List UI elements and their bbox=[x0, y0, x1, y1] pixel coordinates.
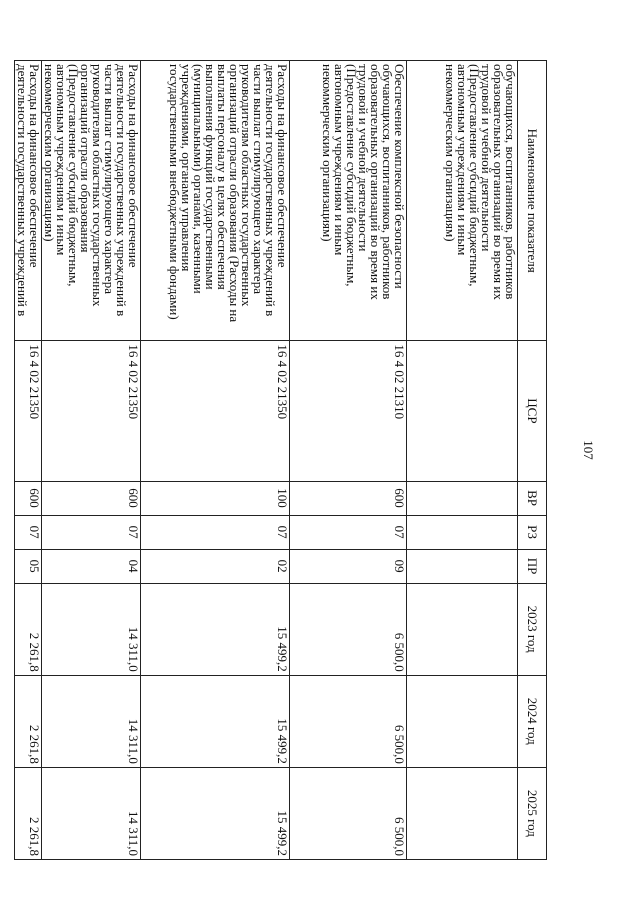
row-name: Обеспечение комплексной безопасности обучающихся, воспитанников, работников образовательных организаций во время их трудовой и учебной деятельности (Предоставление субсидий бюджетным, автономным учреждениям и иным некоммерческим организациям) bbox=[290, 61, 407, 341]
row-2025 bbox=[407, 767, 518, 859]
row-name: Расходы на финансовое обеспечение деятельности государственных учреждений в части выплат стимулирующего характера руководителям областных государственных организаций отрасли образования (Расходы на выплаты персоналу в целях обеспечения выполнения функций государственными (муниципальными) органами, казенными учреждениями, органами управления государственными внебюджетными фондами) bbox=[141, 61, 290, 341]
row-csr: 16 4 02 21350 bbox=[42, 341, 141, 481]
row-2024: 2 261,8 bbox=[15, 675, 42, 767]
table-row bbox=[290, 61, 407, 860]
row-2025: 14 311,0 bbox=[42, 767, 141, 859]
row-rz: 07 bbox=[15, 515, 42, 549]
table-row bbox=[15, 61, 42, 860]
row-csr: 16 4 02 21350 bbox=[141, 341, 290, 481]
row-csr: 16 4 02 21310 bbox=[290, 341, 407, 481]
row-vr: 600 bbox=[15, 481, 42, 515]
row-name: Расходы на финансовое обеспечение деятельности государственных учреждений в части выплат стимулирующего характера руководителям областных государственных организаций отрасли образования (Предоставление субсидий бюджетным, автономным учреждениям и иным некоммерческим организациям) bbox=[42, 61, 141, 341]
table-header-row bbox=[518, 61, 547, 860]
row-rz: 07 bbox=[42, 515, 141, 549]
row-2024 bbox=[407, 675, 518, 767]
row-pr: 04 bbox=[42, 549, 141, 583]
row-rz: 07 bbox=[290, 515, 407, 549]
row-vr: 100 bbox=[141, 481, 290, 515]
row-2024: 6 500,0 bbox=[290, 675, 407, 767]
row-name: Расходы на финансовое обеспечение деятельности государственных учреждений в bbox=[15, 61, 42, 341]
header-csr: ЦСР bbox=[518, 341, 547, 481]
budget-table bbox=[14, 60, 547, 860]
row-pr: 02 bbox=[141, 549, 290, 583]
row-rz: 07 bbox=[141, 515, 290, 549]
table-row bbox=[407, 61, 518, 860]
row-2023: 15 499,2 bbox=[141, 583, 290, 675]
row-pr bbox=[407, 549, 518, 583]
row-pr: 09 bbox=[290, 549, 407, 583]
header-pr: ПР bbox=[518, 549, 547, 583]
row-name: обучающихся, воспитанников, работников образовательных организаций во время их трудовой и учебной деятельности (Предоставление субсидий бюджетным, автономным учреждениям и иным некоммерческим организациям) bbox=[407, 61, 518, 341]
page-number: 107 bbox=[581, 440, 596, 460]
rotated-table-frame bbox=[15, 60, 547, 860]
row-vr: 600 bbox=[42, 481, 141, 515]
row-csr: 16 4 02 21350 bbox=[15, 341, 42, 481]
row-2025: 2 261,8 bbox=[15, 767, 42, 859]
header-name: Наименование показателя bbox=[518, 61, 547, 341]
row-2023: 2 261,8 bbox=[15, 583, 42, 675]
row-2025: 6 500,0 bbox=[290, 767, 407, 859]
row-rz bbox=[407, 515, 518, 549]
row-csr bbox=[407, 341, 518, 481]
row-vr: 600 bbox=[290, 481, 407, 515]
table-row bbox=[42, 61, 141, 860]
row-2023: 6 500,0 bbox=[290, 583, 407, 675]
row-2024: 14 311,0 bbox=[42, 675, 141, 767]
row-pr: 05 bbox=[15, 549, 42, 583]
row-2024: 15 499,2 bbox=[141, 675, 290, 767]
header-2023: 2023 год bbox=[518, 583, 547, 675]
header-vr: ВР bbox=[518, 481, 547, 515]
table-row bbox=[141, 61, 290, 860]
row-2023 bbox=[407, 583, 518, 675]
header-2024: 2024 год bbox=[518, 675, 547, 767]
row-vr bbox=[407, 481, 518, 515]
row-2025: 15 499,2 bbox=[141, 767, 290, 859]
row-2023: 14 311,0 bbox=[42, 583, 141, 675]
header-2025: 2025 год bbox=[518, 767, 547, 859]
budget-sheet bbox=[15, 60, 547, 860]
header-rz: РЗ bbox=[518, 515, 547, 549]
